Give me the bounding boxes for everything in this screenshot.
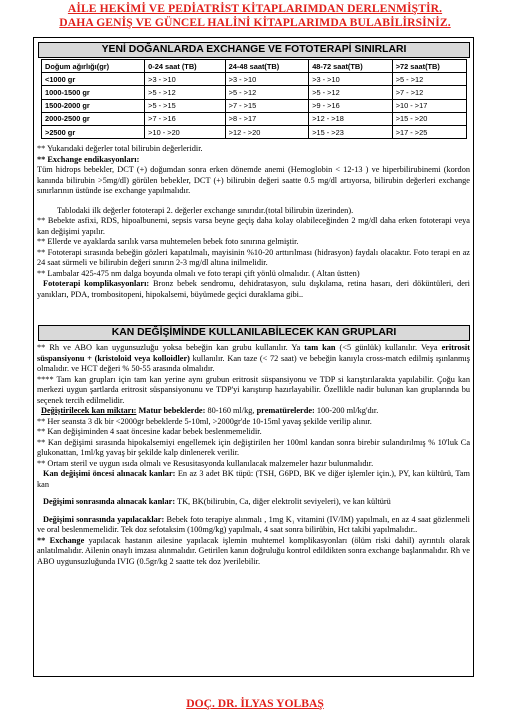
lamp-note: ** Lambalar 425-475 nm dalga boyunda olmalı ve foto terapi çift yönlü olmalıdır. ( Altan üstten) [37,268,360,278]
exchange-indications-text: Tüm hidrops bebekler, DCT (+) doğumdan sonra erken dönemde anemi (Hemoglobin < 12-13 ) ve hiperbilirubinemi (kordon kanında bilirubin >5mg/dl) görülen bebekler, DCT (+) bilirubin değeri saatte 0.5 mg/dl artıyorsa, bilirubin değerleri exchange sınırlarının üstünde ise exchange yapılmalıdır. [37,165,470,195]
table-cell: >12 - >20 [225,125,309,138]
exchange-indications-label: ** Exchange endikasyonları: [37,154,140,164]
blood-type-paragraph: ** Rh ve ABO kan uygunsuzluğu yoksa bebeğin kan grubu kullanılır. Ya tam kan (<5 günlük) kullanılır. Veya eritrosit süspansiyonu + (kristoloid veya kolloidler) kullanılır. Kan taze (< 72 saat) ve bebeğin kanıyla cross-match edilmiş ışınlanmış olmalıdır. ve HCT değeri % 50-55 arasında olmalıdır. [37,343,470,373]
table-cell: >3 - >10 [309,73,393,86]
table-header-cell: 48-72 saat(TB) [309,60,393,73]
author-signature: DOÇ. DR. İLYAS YOLBAŞ [186,697,324,710]
pre-exchange-tests: Kan değişimi öncesi alınacak kanlar: En az 3 adet BK tüpü: (TSH, G6PD, BK ve diğer işlemler için.), PY, kan kültürü, Tam kan [37,469,471,489]
post-exchange-actions: Değişimi sonrasında yapılacaklar: Bebek foto terapiye alınmalı , 1mg K₁ vitamini (IV/IM) yapılmalı, en az 4 saat gözlenmeli ve oral beslenmemelidir. Tek doz sefotaksim (100mg/kg) yapılmalı, 4 saat sonra bilirübin, Hct takibi yapılmalıdır.. [37,514,470,534]
table-row [42,73,467,86]
table-cell: >5 - >12 [225,86,309,99]
table-cell: >7 - >16 [145,112,226,125]
table-cell: 1000-1500 gr [42,86,145,99]
consent-note: ** Exchange yapılacak hastanın ailesine yapılacak işlemin muhtemel komplikasyonları (ölüm riski dahil) ayrıntılı olarak anlatılmalıdır. Ailenin onaylı imzası alınmalıdır. Getirilen kanın doğruluğu kontrol edildikten sonra exchange başlanmalıdır. Rh ve ABO uygunsuzluğunda IVIG (0.5gr/kg 2 saatte tek doz )verilebilir. [37,535,470,566]
table-row [42,125,467,138]
table-cell: >15 - >23 [309,125,393,138]
table-cell: <1000 gr [42,73,145,86]
exchange-limits-table [41,59,467,139]
calcium-note: ** Kan değişimi sırasında hipokalsemiyi engellemek için değiştirilen her 100ml kandan sonra birebir sulandırılmış % 10'luk Ca glukonattan, 1ml/kg yavaş bir şekilde kalp dinlenerek verilir. [37,437,470,457]
table-cell: >3 - >10 [225,73,309,86]
table-row [42,112,467,125]
header-line-1: AİLE HEKİMİ VE PEDİATRİST KİTAPLARIMDAN DERLENMİŞTİR. [67,2,443,15]
table-cell: >10 - >20 [145,125,226,138]
section-exchange-phototherapy-title: YENİ DOĞANLARDA EXCHANGE VE FOTOTERAPİ SINIRLARI [38,42,470,58]
post-exchange-tests: Değişimi sonrasında alınacak kanlar: TK, BK(bilirubin, Ca, diğer elektrolit seviyeleri), ve kan kültürü [43,497,391,506]
table-cell: 2000-2500 gr [42,112,145,125]
table-header-cell: Doğum ağırlığı(gr) [42,60,145,73]
phototherapy-complications-label: Fototerapi komplikasyonları: [43,279,150,288]
table-cell: >5 - >12 [392,73,466,86]
table-cell: >5 - >12 [309,86,393,99]
table-cell: >5 - >12 [145,86,226,99]
sterile-environment-note: ** Ortam steril ve uygun ısıda olmalı ve Resusitasyonda kullanılacak malzemeler hazır bulunmalıdır. [37,458,374,468]
table-cell: >17 - >25 [392,125,466,138]
table-cell: >7 - >12 [392,86,466,99]
table-cell: >2500 gr [42,125,145,138]
header-line-2: DAHA GENİŞ VE GÜNCEL HALİNİ KİTAPLARIMDA BULABİLİRSİNİZ. [59,16,451,29]
table-cell: >12 - >18 [309,112,393,125]
table-cell: >10 - >17 [392,99,466,112]
table-header-cell: 24-48 saat(TB) [225,60,309,73]
asphyxia-note: ** Bebekte asfixi, RDS, hipoalbunemi, sepsis varsa beyne geçiş daha kolay olabileceğinden 2 mg/dl daha erken fototerapi veya kan değişimi yapılır. [37,216,470,236]
section2-text [37,343,470,567]
phototherapy-eyes-note: ** Fototerapi sırasında bebeğin gözleri kapatılmalı, mayisinin %10-20 arttırılması (hidrasyon) faydalı olacaktır. Foto terapi en az 24 saat sürmeli ve bilirubin değeri sınırın 2-3 mg/dl altına inilmelidir. [37,247,470,267]
table-cell: >7 - >15 [225,99,309,112]
table-header-cell: 0-24 saat (TB) [145,60,226,73]
table-cell: >15 - >20 [392,112,466,125]
jaundice-note: ** Ellerde ve ayaklarda sarılık varsa muhtemelen bebek foto sınırına gelmiştir. [37,237,299,246]
exchange-volume-paragraph: Değiştirilecek kan miktarı: Matur bebeklerde: 80-160 ml/kg, prematürelerde: 100-200 ml/kg'dır. [41,406,379,415]
table-row [42,99,467,112]
table-header-row [42,60,467,73]
feeding-note: ** Kan değişiminden 4 saat öncesine kadar bebek beslenmemelidir. [37,427,262,436]
section-blood-groups-title: KAN DEĞİŞİMİNDE KULLANILABİLECEK KAN GRUPLARI [38,325,470,341]
table-cell: >3 - >10 [145,73,226,86]
whole-blood-alternative-paragraph: **** Tam kan grupları için tam kan yerine aynı grubun eritrosit süspansiyonu ve TDP si karıştırılarakta yapılabilir. Çoğu kan merkezi uygun şartlarda eritrosit süspansiyonunu ve TDP'yi karıştırıp hazırlayabilir. Özellikle nadir bulunan kan gruplarında bu seçenek tercih edilmelidir. [37,374,470,405]
table-values-note: Tablodaki ilk değerler fototerapi 2. değerler exchange sınırıdır.(total bilirubin üzerinden). [57,205,354,215]
table-cell: >9 - >16 [309,99,393,112]
table-row [42,86,467,99]
session-volume-note: ** Her seansta 3 dk bir <2000gr bebeklerde 5-10ml, >2000gr'de 10-15ml yavaş şekilde verilip alınır. [37,416,372,426]
total-bilirubin-note: ** Yukarıdaki değerler total bilirubin değerleridir. [37,144,203,153]
table-header-cell: >72 saat(TB) [392,60,466,73]
section1-text [37,144,470,300]
phototherapy-complications-text: Bronz bebek sendromu, dehidratasyon, sulu dışkılama, retina hasarı, deri döküntüleri, deri yanıkları, PDA, trombositopeni, hipokalsemi, büyümede geçici duraklama gibi.. [37,279,470,299]
table-cell: >8 - >17 [225,112,309,125]
table-cell: >5 - >15 [145,99,226,112]
table-cell: 1500-2000 gr [42,99,145,112]
